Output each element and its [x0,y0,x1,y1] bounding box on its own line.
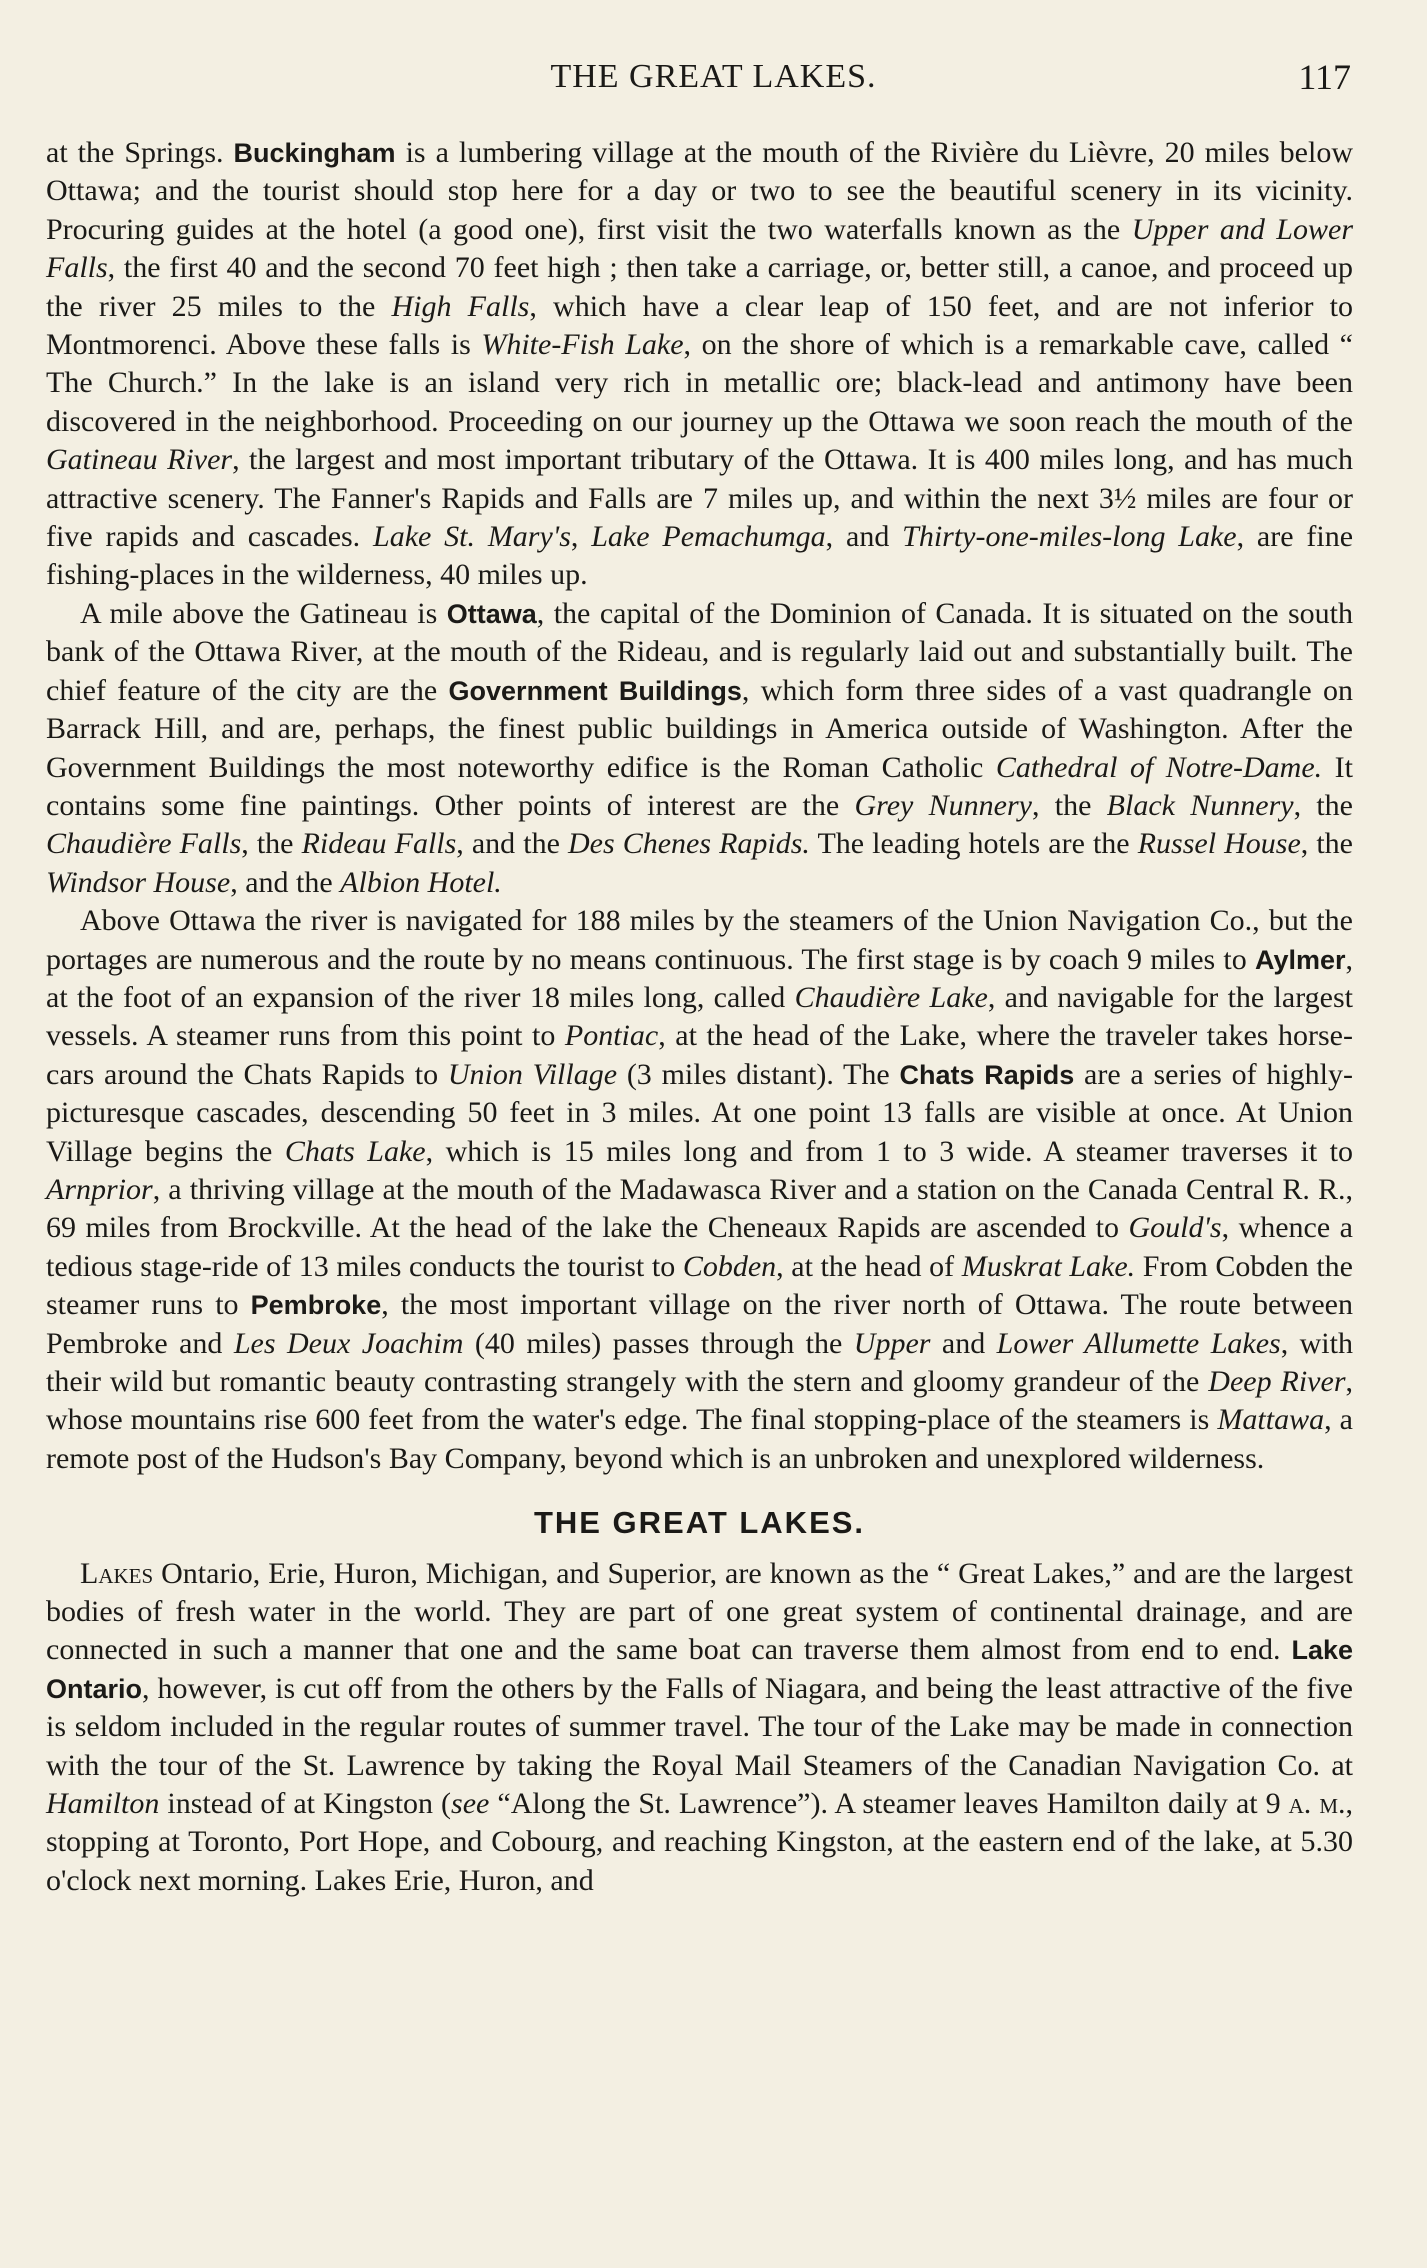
place-government-buildings: Government Buildings [448,675,742,706]
place-muskrat-lake: Muskrat Lake. [961,1249,1136,1283]
hotel-windsor-house: Windsor House [46,865,231,899]
text-run: , are fine fishing-places in the wilderness, 40 miles up. [46,520,1354,592]
place-hamilton: Hamilton [46,1787,160,1821]
lead-word: Lakes [80,1556,154,1590]
text-run: , at the head of [776,1249,962,1283]
text-run: , at the foot of an expansion of the river 18 miles long, called [46,942,1353,1014]
text-run: , whence a tedious stage-ride of 13 miles conducts the tourist to [46,1211,1353,1283]
text-run: (40 miles) passes through the [463,1326,854,1360]
text-run: , which is 15 miles long and from 1 to 3 wide. A steamer traverses it to [425,1134,1353,1168]
text-run: , a thriving village at the mouth of the Madawasca River and a station on the Canada Central R. R., 69 miles from Brockville. At the head of the lake the Cheneaux Rapids are ascended to [46,1172,1353,1245]
place-pembroke: Pembroke [250,1290,382,1321]
text-run: is a lumbering village at the mouth of the Rivière du Lièvre, 20 miles below Ottawa; and the tourist should stop here for a day or two to see the beautiful scenery in its vicinity. Procuring guides at the hotel (a good one), first visit the two waterfalls known as the [46,136,1353,246]
text-run: , the [241,827,302,861]
place-buckingham: Buckingham [233,138,396,168]
paragraph-buckingham [46,134,1353,595]
text-run: , however, is cut off from the others by the Falls of Niagara, and being the least attractive of the five is seldom included in the regular routes of summer travel. The tour of the Lake may be made in connection with the tour of the St. Lawrence by taking the Royal Mail Steamers of the Canadian Navigation Co. at [46,1671,1353,1782]
place-aylmer: Aylmer [1254,944,1346,975]
text-run: instead of at Kingston ( [159,1787,452,1821]
place-chats-lake: Chats Lake [284,1134,426,1168]
text-run: The leading hotels are the [809,827,1138,861]
text-run: , stopping at Toronto, Port Hope, and Cobourg, and reaching Kingston, at the eastern end of the lake, at 5.30 o'clock next morning. Lakes Erie, Huron, and [46,1787,1353,1897]
text-run: , the [1293,788,1353,822]
text-run: , which form three sides of a vast quadrangle on Barrack Hill, and are, perhaps, the finest public buildings in America outside of Washington. After the Government Buildings the most noteworthy edifice is the Roman Catholic [46,673,1353,784]
place-grey-nunnery: Grey Nunnery [854,788,1032,822]
place-chaudiere-lake: Chaudière Lake [794,980,988,1014]
text-run: , the most important village on the river north of Ottawa. The route between Pembroke and [46,1288,1353,1360]
hotel-albion-hotel: Albion Hotel. [340,865,502,899]
text-run: , which have a clear leap of 150 feet, and are not inferior to Montmorenci. Above these falls is [46,289,1353,362]
place-upper: Upper [853,1326,931,1360]
text-run: From Cobden the steamer runs to [46,1249,1353,1322]
text-run: , and the [230,865,341,899]
text-run: , on the shore of which is a remarkable cave, called “ The Church.” In the lake is an island very rich in metallic ore; black-lead and antimony have been discovered in the neighborhood. Proceeding on our journey up the Ottawa we soon reach the mouth of the [46,328,1353,438]
text-run: , the first 40 and the second 70 feet high ; then take a carriage, or, better still, a canoe, and proceed up the river 25 miles to the [46,251,1353,323]
place-des-chenes-rapids: Des Chenes Rapids. [567,827,810,861]
place-high-falls: High Falls [391,289,530,323]
place-cobden: Cobden [682,1249,777,1283]
text-run: , at the head of the Lake, where the traveler takes horse-cars around the Chats Rapids to [46,1019,1353,1091]
time-am: a. m. [1288,1787,1346,1821]
place-arnprior: Arnprior [46,1172,153,1206]
text-column [46,134,1353,1900]
text-run: , a remote post of the Hudson's Bay Company, beyond which is an unbroken and unexplored wilderness. [46,1403,1353,1475]
place-lake-st-marys: Lake St. Mary's [373,520,571,554]
paragraph-ottawa [46,595,1353,902]
place-rideau-falls: Rideau Falls [301,827,457,861]
place-upper-lower-falls: Upper and Lower Falls [46,212,1353,285]
text-run: “Along the St. Lawrence”). A steamer leaves Hamilton daily at 9 [489,1787,1289,1821]
text-run: , whose mountains rise 600 feet from the water's edge. The final stopping-place of the steamers is [46,1365,1353,1437]
place-white-fish-lake: White-Fish Lake [481,328,684,362]
place-union-village: Union Village [447,1057,618,1091]
text-run: , with their wild but romantic beauty contrasting strangely with the stern and gloomy grandeur of the [46,1326,1353,1398]
place-thirty-one-miles-long-lake: Thirty-one-miles-long Lake [902,520,1237,554]
text-run: Ontario, Erie, Huron, Michigan, and Superior, are known as the “ Great Lakes,” and are the largest bodies of fresh water in the world. They are part of one great system of continental drainage, and are connected in such a manner that one and the same boat can traverse them almost from end to end. [46,1556,1353,1667]
text-run: and [930,1326,997,1360]
text-run: (3 miles distant). The [617,1057,900,1091]
text-run: are a series of highly-picturesque cascades, descending 50 feet in 3 miles. At one point 13 falls are visible at once. At Union Village begins the [46,1057,1353,1168]
see-reference: see [451,1787,490,1821]
text-run: , the [1031,788,1107,822]
place-mattawa: Mattawa [1217,1403,1325,1437]
paragraph-upper-ottawa [46,902,1353,1478]
place-deep-river: Deep River [1208,1365,1346,1398]
page-number: 117 [1298,57,1351,97]
place-black-nunnery: Black Nunnery [1106,788,1294,822]
text-run: , the capital of the Dominion of Canada. It is situated on the south bank of the Ottawa River, at the mouth of the Rideau, and is regularly laid out and substantially built. The chief feature of the city are the [46,596,1353,707]
place-pontiac: Pontiac [564,1019,659,1053]
text-run: It contains some fine paintings. Other points of interest are the [46,750,1353,822]
text-run: A mile above the Gatineau is [80,596,447,630]
place-ottawa: Ottawa [446,598,537,629]
hotel-russel-house: Russel House [1137,827,1301,861]
text-run: , [570,520,592,554]
place-lower-allumette-lakes: Lower Allumette Lakes [996,1326,1281,1360]
text-run: , the largest and most important tributary of the Ottawa. It is 400 miles long, and has much attractive scenery. The Fanner's Rapids and Falls are 7 miles up, and within the next 3½ miles are four or five rapids and cascades. [46,443,1353,554]
place-goulds: Gould's [1128,1211,1222,1245]
text-run: Above Ottawa the river is navigated for 188 miles by the steamers of the Union Navigation Co., but the portages are numerous and the route by no means continuous. The first stage is by coach 9 miles to [46,904,1353,976]
place-lake-ontario: Lake Ontario [46,1635,1353,1704]
place-cathedral: Cathedral of Notre-Dame. [995,750,1323,784]
text-run: , and navigable for the largest vessels. A steamer runs from this point to [46,980,1353,1053]
text-run: , and [825,520,903,554]
place-gatineau-river: Gatineau River [46,443,233,477]
place-les-deux-joachim: Les Deux Joachim [233,1326,464,1360]
paragraph-great-lakes [46,1555,1353,1901]
running-title: THE GREAT LAKES. [550,58,877,95]
place-chaudiere-falls: Chaudière Falls [46,827,242,861]
text-run: , and the [456,827,568,861]
place-lake-pemachumga: Lake Pemachumga [591,520,826,554]
text-run: , the [1300,827,1353,861]
section-heading: THE GREAT LAKES. [533,1505,866,1541]
text-run: at the Springs. [46,136,234,169]
place-chats-rapids: Chats Rapids [899,1059,1075,1090]
